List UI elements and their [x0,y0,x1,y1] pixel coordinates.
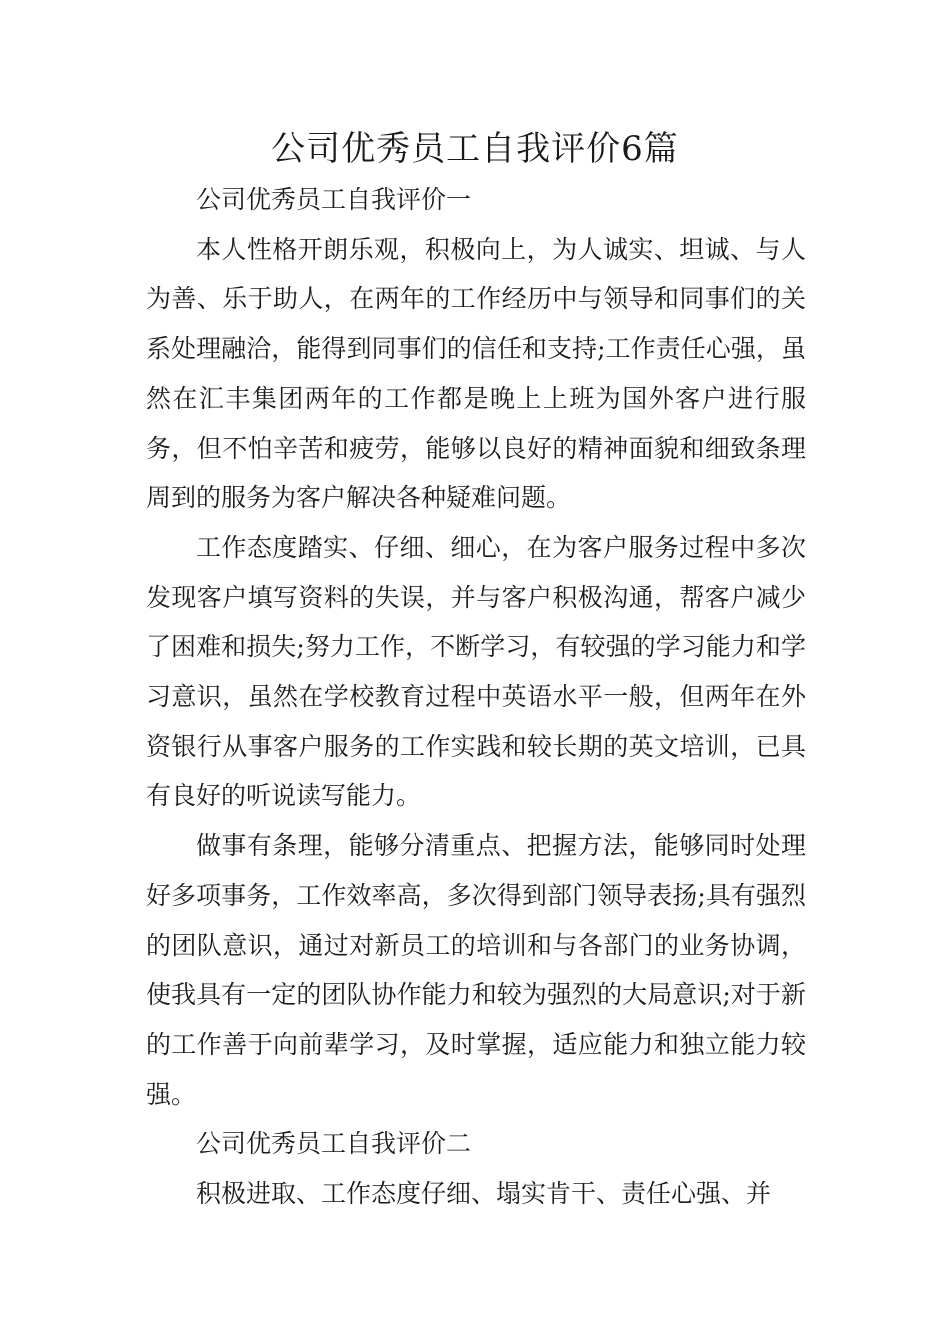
document-title: 公司优秀员工自我评价6篇 [271,129,679,169]
paragraph-1: 本人性格开朗乐观，积极向上，为人诚实、坦诚、与人为善、乐于助人，在两年的工作经历中与领导和同事们的关系处理融洽，能得到同事们的信任和支持;工作责任心强，虽然在汇丰集团两年的工作都是晚上上班为国外客户进行服务，但不怕辛苦和疲劳，能够以良好的精神面貌和细致条理周到的服务为客户解决各种疑难问题。 [146,234,806,513]
paragraph-3: 做事有条理，能够分清重点、把握方法，能够同时处理好多项事务，工作效率高，多次得到部门领导表扬;具有强烈的团队意识，通过对新员工的培训和与各部门的业务协调，使我具有一定的团队协作能力和较为强烈的大局意识;对于新的工作善于向前辈学习，及时掌握，适应能力和独立能力较强。 [146,831,806,1109]
paragraph-2: 工作态度踏实、仔细、细心，在为客户服务过程中多次发现客户填写资料的失误，并与客户积极沟通，帮客户减少了困难和损失;努力工作，不断学习，有较强的学习能力和学习意识，虽然在学校教育过程中英语水平一般，但两年在外资银行从事客户服务的工作实践和较长期的英文培训，已具有良好的听说读写能力。 [146,532,806,811]
document-body [146,175,806,1219]
section-heading-1: 公司优秀员工自我评价一 [196,185,472,214]
section-heading-2: 公司优秀员工自我评价二 [196,1129,472,1159]
paragraph-4: 积极进取、工作态度仔细、塌实肯干、责任心强、并 [196,1179,772,1209]
